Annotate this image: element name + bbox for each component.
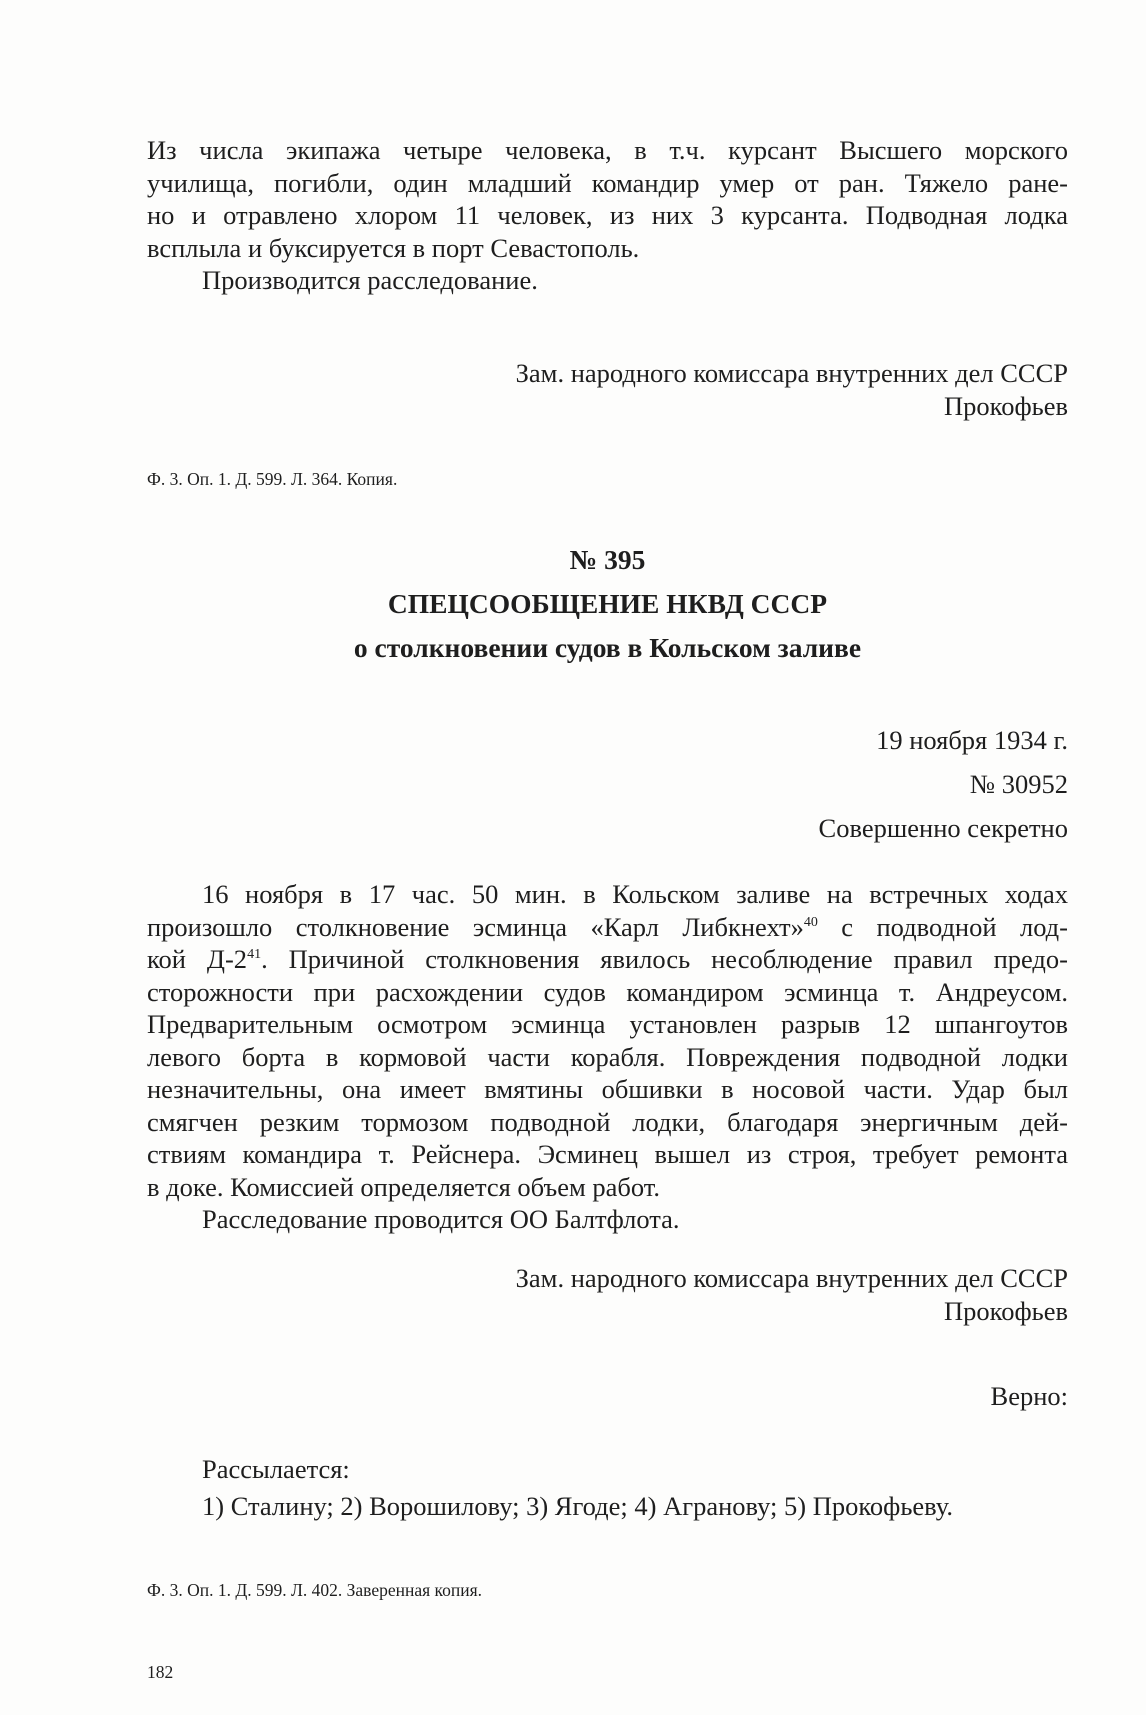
document-meta — [147, 812, 1068, 845]
prev-document-signature — [147, 357, 1068, 422]
archive-reference: Ф. 3. Оп. 1. Д. 599. Л. 364. Копия. — [147, 469, 398, 489]
footnote-ref: 41 — [247, 947, 262, 963]
document-title: СПЕЦСООБЩЕНИЕ НКВД СССР — [387, 588, 828, 619]
paragraph-line: Производится расследование. — [202, 265, 538, 295]
paragraph-line: всплыла и буксируется в порт Севастополь. — [147, 232, 640, 263]
body-line: левого борта в кормовой части корабля. Повреждения подводной лодки — [147, 1041, 1068, 1072]
body-line: Предварительным осмотром эсминца установлен разрыв 12 шпангоутов — [147, 1009, 1068, 1039]
body-line: кой $Д-2^{41}$. Причиной столкновения явилось несоблюдение правил предо- — [147, 944, 1068, 974]
verification — [147, 1380, 1068, 1413]
body-line: Расследование проводится ОО Балтфлота. — [202, 1204, 680, 1234]
document-signature — [147, 1262, 1068, 1327]
document-body — [147, 878, 1068, 1236]
distribution-list: 1) Сталину; 2) Ворошилову; 3) Ягоде; 4) Агранову; 5) Прокофьеву. — [202, 1490, 953, 1521]
distribution-label: Рассылается: — [202, 1454, 350, 1484]
page-number: 182 — [147, 1662, 174, 1682]
footnote-ref: 40 — [803, 914, 818, 930]
body-line: смягчен резким тормозом подводной лодки, благодаря энергичным дей- — [147, 1106, 1068, 1137]
paragraph-line: Из числа экипажа четыре человека, в т.ч. курсант Высшего морского — [147, 135, 1068, 165]
document-title-block — [147, 588, 1068, 621]
document-date: 19 ноября 1934 г. — [876, 725, 1068, 755]
body-line: ствиям командира т. Рейснера. Эсминец вышел из строя, требует ремонта — [147, 1139, 1068, 1169]
paragraph-line: училища, погибли, один младший командир умер от ран. Тяжело ране- — [147, 167, 1068, 198]
document-subtitle-block — [147, 632, 1068, 665]
body-line: произошло столкновение эсминца «Карл Либкнехт»$^{40}$ с подводной лод- — [147, 911, 1068, 942]
body-line: сторожности при расхождении судов командиром эсминца т. Андреусом. — [147, 976, 1068, 1007]
document-meta — [147, 768, 1068, 801]
prev-document-paragraph — [147, 134, 1068, 297]
distribution — [147, 1453, 1068, 1522]
signature-title: Зам. народного комиссара внутренних дел СССР — [515, 358, 1068, 388]
document-number: № 395 — [569, 544, 646, 575]
document-heading — [147, 544, 1068, 577]
outgoing-number: № 30952 — [969, 769, 1068, 799]
document-subtitle: о столкновении судов в Кольском заливе — [353, 632, 862, 663]
paragraph-line: но и отравлено хлором 11 человек, из них 3 курсанта. Подводная лодка — [147, 200, 1068, 230]
document-meta — [147, 724, 1068, 757]
body-line: в доке. Комиссией определяется объем работ. — [147, 1171, 660, 1202]
signature-title: Зам. народного комиссара внутренних дел СССР — [515, 1263, 1068, 1293]
verified-label: Верно: — [990, 1381, 1068, 1411]
archive-reference: Ф. 3. Оп. 1. Д. 599. Л. 402. Заверенная копия. — [147, 1580, 483, 1600]
body-line: незначительны, она имеет вмятины обшивки в носовой части. Удар был — [147, 1074, 1068, 1104]
signature-name: Прокофьев — [944, 390, 1068, 421]
classification-label: Совершенно секретно — [818, 813, 1068, 843]
body-line: 16 ноября в 17 час. 50 мин. в Кольском заливе на встречных ходах — [202, 879, 1068, 909]
signature-name: Прокофьев — [944, 1295, 1068, 1326]
